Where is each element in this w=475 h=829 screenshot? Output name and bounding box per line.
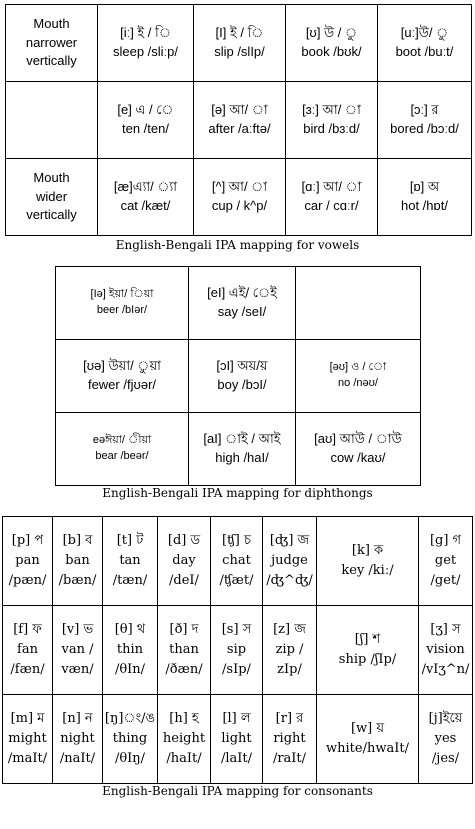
vowel-cell: [iː] ই / ি sleep /sliːp/ [98, 5, 194, 82]
diphthong-cell-empty [296, 267, 421, 340]
consonants-caption: English-Bengali IPA mapping for consonants [102, 784, 373, 798]
consonant-cell: [j]ইয়ে yes /jes/ [419, 695, 473, 784]
consonants-row [3, 606, 473, 695]
vowel-cell: [I] ই / ি slip /slIp/ [194, 5, 286, 82]
consonant-cell: [g] গ get /get/ [419, 517, 473, 606]
vowels-row-header-empty [6, 82, 98, 159]
consonant-cell: [v] ভ van / væn/ [53, 606, 103, 695]
vowel-cell: [ɔː] র bored /bɔːd/ [378, 82, 472, 159]
consonant-cell: [w] য় white/hwaIt/ [317, 695, 419, 784]
consonant-cell: [t] ট tan /tæn/ [103, 517, 158, 606]
vowel-cell: [uː]উ/ ু boot /buːt/ [378, 5, 472, 82]
vowels-caption: English-Bengali IPA mapping for vowels [115, 238, 360, 252]
diphthong-cell: [aʊ] আউ / াউ cow /kaʊ/ [296, 413, 421, 486]
consonant-cell: [z] জ zip / zIp/ [263, 606, 317, 695]
consonant-cell: [k] ক key /kiː/ [317, 517, 419, 606]
diphthong-cell: eəঈয়া/ ীয়া bear /beər/ [56, 413, 189, 486]
vowel-cell: [ɒ] অ hot /hɒt/ [378, 159, 472, 236]
vowels-table [5, 4, 472, 236]
diphthongs-table [55, 266, 421, 486]
consonants-row [3, 517, 473, 606]
consonant-cell: [ŋ]ং/ঙ thing /θIŋ/ [103, 695, 158, 784]
diphthongs-row [56, 413, 421, 486]
diphthong-cell: [əʊ] ও / ো no /nəʊ/ [296, 340, 421, 413]
vowel-cell: [ʊ] উ / ু book /bʊk/ [286, 5, 378, 82]
consonant-cell: [ʤ] জ judge /ʤ^ʤ/ [263, 517, 317, 606]
consonant-cell: [n] ন night /naIt/ [53, 695, 103, 784]
vowels-row-header: Mouth narrower vertically [6, 5, 98, 82]
vowel-cell: [ə] আ/ া after /aːftə/ [194, 82, 286, 159]
consonants-table [2, 516, 473, 784]
vowel-cell: [e] এ / ে ten /ten/ [98, 82, 194, 159]
vowel-cell: [æ]এ্যা/ ্যা cat /kæt/ [98, 159, 194, 236]
vowel-cell: [^] আ/ া cup / k^p/ [194, 159, 286, 236]
diphthongs-row [56, 267, 421, 340]
consonant-cell: [l] ল light /laIt/ [211, 695, 263, 784]
consonant-cell: [f] ফ fan /fæn/ [3, 606, 53, 695]
vowels-row [6, 82, 472, 159]
consonant-cell: [r] র right /raIt/ [263, 695, 317, 784]
consonant-cell: [ð] দ than /ðæn/ [158, 606, 211, 695]
diphthongs-row [56, 340, 421, 413]
vowels-row [6, 159, 472, 236]
consonant-cell: [h] হ height /haIt/ [158, 695, 211, 784]
diphthong-cell: [eI] এই/ েই say /seI/ [189, 267, 296, 340]
consonant-cell: [p] প pan /pæn/ [3, 517, 53, 606]
vowel-cell: [ɑː] আ/ া car / cɑːr/ [286, 159, 378, 236]
consonant-cell: [ʃ] শ ship /ʃIp/ [317, 606, 419, 695]
consonant-cell: [m] ম might /maIt/ [3, 695, 53, 784]
vowels-row [6, 5, 472, 82]
vowel-cell: [ɜː] আ/ া bird /bɜːd/ [286, 82, 378, 159]
diphthong-cell: [ɔI] অয়/য় boy /bɔI/ [189, 340, 296, 413]
consonants-row [3, 695, 473, 784]
consonant-cell: [s] স sip /sIp/ [211, 606, 263, 695]
diphthong-cell: [aI] াই / আই high /haI/ [189, 413, 296, 486]
consonant-cell: [ʒ] স vision /vIʒ^n/ [419, 606, 473, 695]
diphthong-cell: [Iə] ইয়া/ িয়া beer /bIər/ [56, 267, 189, 340]
consonant-cell: [b] ব ban /bæn/ [53, 517, 103, 606]
consonant-cell: [θ] থ thin /θIn/ [103, 606, 158, 695]
consonant-cell: [d] ড day /deI/ [158, 517, 211, 606]
vowels-row-header: Mouth wider vertically [6, 159, 98, 236]
diphthongs-caption: English-Bengali IPA mapping for diphthongs [102, 486, 373, 500]
diphthong-cell: [ʊə] উয়া/ ুয়া fewer /fjʊər/ [56, 340, 189, 413]
consonant-cell: [ʧ] চ chat /ʧæt/ [211, 517, 263, 606]
